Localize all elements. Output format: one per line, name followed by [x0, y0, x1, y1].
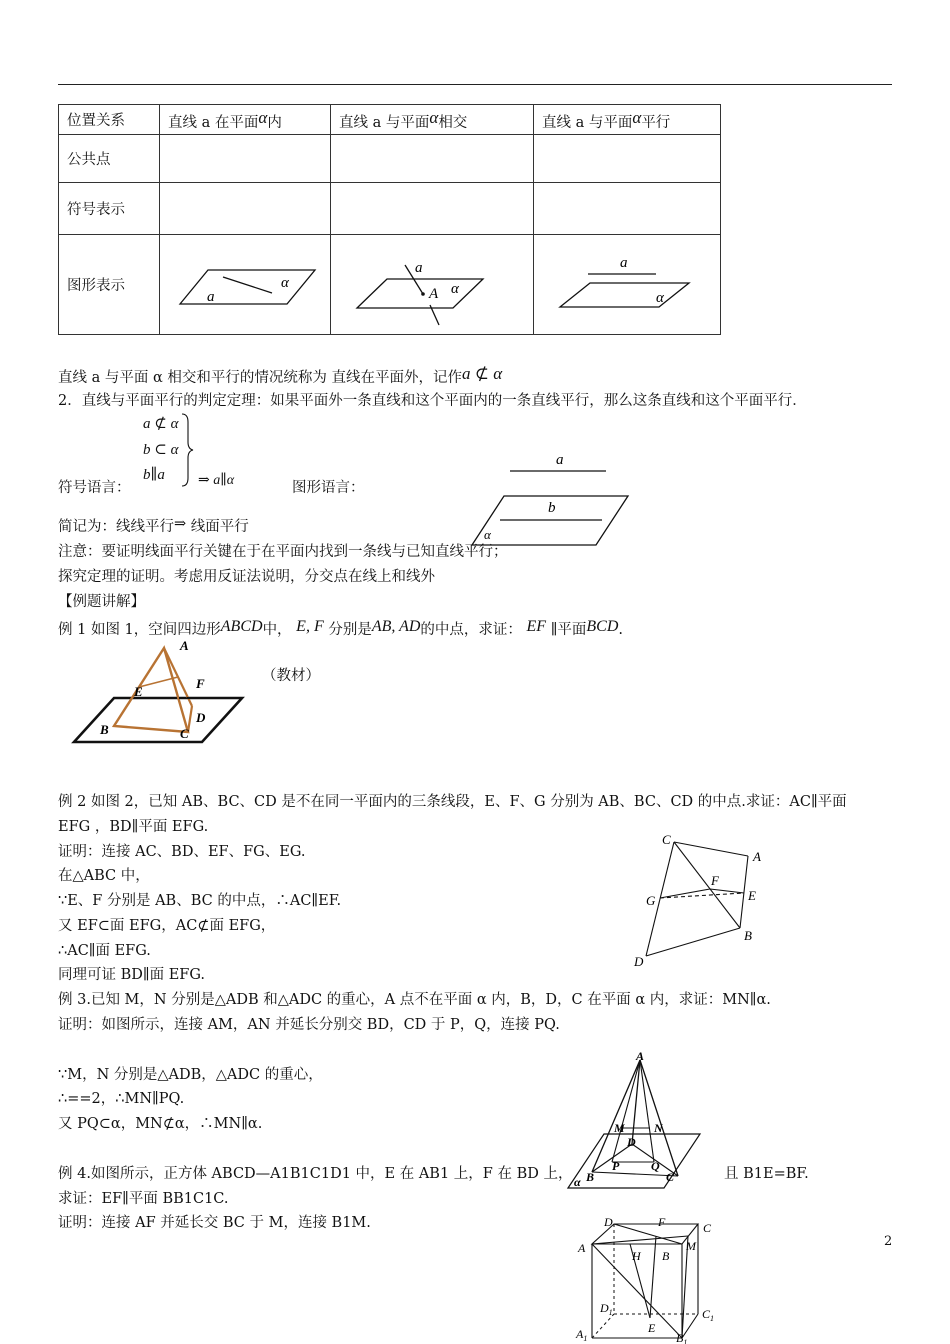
vertex-d-label: D [627, 1135, 636, 1149]
figure-2 [620, 830, 770, 970]
vertex-d-label: D [196, 710, 206, 725]
table-cell [331, 135, 534, 183]
explore-line: 探究定理的证明。考虑用反证法说明，分交点在线上和线外 [58, 569, 435, 585]
table-cell [534, 135, 721, 183]
right-brace [180, 412, 196, 488]
line-a-label: a [415, 260, 423, 276]
table-row-symbol: 符号表示 [59, 183, 160, 235]
line-a-label: a [620, 255, 628, 271]
line-b-label: b [548, 500, 556, 516]
condition-2: b ⊂ α [143, 442, 179, 458]
table-header-in-plane: 直线 a 在平面α内 [160, 105, 331, 135]
vertex-c-label: C [666, 1170, 675, 1184]
table-header-intersect: 直线 a 与平面α相交 [331, 105, 534, 135]
figure-line-parallel-plane [534, 235, 721, 335]
symbol-language-label: 符号语言： [58, 480, 131, 496]
theorem-text: 2．直线与平面平行的判定定理：如果平面外一条直线和这个平面内的一条直线平行，那么这条直线和这个平面平行． [58, 393, 807, 409]
figure-line-in-plane [160, 235, 331, 335]
alpha-symbol: α [632, 107, 642, 127]
condition-3: b∥a [143, 467, 165, 483]
condition-1: a ⊄ α [143, 416, 179, 432]
point-g-label: G [646, 893, 656, 908]
point-e-label: E [748, 888, 756, 903]
example-2-line-7: ∴AC∥面 EFG. [58, 943, 151, 959]
position-relation-table [58, 104, 721, 335]
vertex-a-label: A [753, 849, 761, 864]
point-q-label: Q [651, 1159, 660, 1173]
vertex-c-label: C [180, 726, 189, 741]
implies-expr: ⇒ a∥α [198, 473, 235, 488]
implies-arrow: ⇒ [174, 516, 187, 532]
point-f-label: F [196, 676, 205, 691]
vertex-a-label: A [578, 1241, 586, 1255]
figure-3 [566, 1048, 706, 1192]
alpha-label: α [656, 290, 664, 306]
example-2-line-6: 又 EF⊂面 EFG，AC⊄面 EFG， [58, 918, 276, 934]
point-h-label: H [632, 1249, 641, 1263]
point-p-label: P [612, 1159, 620, 1173]
section-title: 【例题讲解】 [58, 594, 145, 610]
vertex-d-label: D [634, 954, 644, 969]
vertex-a-label: A [180, 638, 189, 653]
note-line: 注意：要证明线面平行关键在于在平面内找到一条线与已知直线平行； [58, 544, 508, 560]
header-rule [58, 84, 892, 85]
vertex-a1-label: $A_1$ [576, 1327, 588, 1343]
point-f-label: F [658, 1215, 666, 1229]
alpha-symbol: α [258, 107, 268, 127]
point-a-label: A [429, 286, 439, 302]
example-1-statement: 例 1 如图 1，空间四边形ABCD中， E, F 分别是AB, AD的中点，求证： EF ∥平面BCD. [58, 618, 623, 638]
page-number: 2 [884, 1234, 893, 1249]
table-cell [160, 183, 331, 235]
example-4-line-1-end: 且 B1E=BF. [724, 1166, 809, 1182]
vertex-c-label: C [703, 1221, 712, 1235]
figure-language-label: 图形语言： [292, 480, 365, 496]
point-f-label: F [711, 873, 719, 888]
vertex-c-label: C [662, 832, 671, 847]
vertex-b-label: B [744, 928, 752, 943]
line-a-label: a [556, 452, 564, 468]
vertex-a-label: A [636, 1049, 645, 1063]
alpha-label: α [574, 1175, 581, 1189]
example-2-line-8: 同理可证 BD∥面 EFG. [58, 967, 206, 983]
example-3-line-1: 例 3.已知 M，N 分别是△ADB 和△ADC 的重心，A 点不在平面 α 内，B，D，C 在平面 α 内，求证：MN∥α. [58, 992, 771, 1008]
alpha-label: α [281, 275, 289, 291]
example-4-line-3: 证明：连接 AF 并延长交 BC 于 M，连接 B1M. [58, 1215, 371, 1231]
summary-line: 直线 a 与平面 α 相交和平行的情况统称为 直线在平面外，记作a ⊄ α [58, 364, 503, 386]
short-note: 简记为：线线平行⇒ 线面平行 [58, 516, 249, 535]
vertex-b-label: B [586, 1170, 595, 1184]
not-subset-expr: a ⊄ α [461, 364, 503, 383]
table-row-figure: 图形表示 [59, 235, 160, 335]
vertex-b-label: B [662, 1249, 670, 1263]
example-3-line-3: ∵M，N 分别是△ADB，△ADC 的重心， [58, 1067, 323, 1083]
textbook-note: （教材） [262, 668, 320, 684]
example-4-line-2: 求证：EF∥平面 BB1C1C. [58, 1191, 229, 1207]
example-3-line-2: 证明：如图所示，连接 AM，AN 并延长分别交 BD，CD 于 P，Q，连接 PQ. [58, 1017, 560, 1033]
table-row-common-point: 公共点 [59, 135, 160, 183]
vertex-c1-label: $C_1$ [702, 1307, 715, 1323]
vertex-d1-label: $D_1$ [600, 1301, 613, 1317]
point-n-label: N [654, 1121, 663, 1135]
table-cell [331, 183, 534, 235]
example-2-line-2: EFG ，BD∥平面 EFG. [58, 819, 209, 835]
table-header-relation: 位置关系 [59, 105, 160, 135]
table-header-parallel: 直线 a 与平面α平行 [534, 105, 721, 135]
example-4-line-1: 例 4.如图所示，正方体 ABCD—A1B1C1D1 中，E 在 AB1 上，F 在 BD 上， [58, 1166, 573, 1182]
alpha-label: α [484, 527, 491, 542]
vertex-b1-label: $B_1$ [676, 1331, 688, 1344]
example-2-line-1: 例 2 如图 2，已知 AB、BC、CD 是不在同一平面内的三条线段，E、F、G 分别为 AB、BC、CD 的中点.求证：AC∥平面 [58, 794, 847, 810]
figure-4-cube [570, 1214, 720, 1344]
alpha-symbol: α [429, 107, 439, 127]
example-2-line-5: ∵E、F 分别是 AB、BC 的中点，∴AC∥EF. [58, 893, 342, 909]
vertex-d-label: D [604, 1215, 613, 1229]
example-3-line-5: 又 PQ⊂α，MN⊄α，∴MN∥α. [58, 1116, 263, 1132]
point-e-label: E [648, 1321, 656, 1335]
figure-1 [70, 636, 250, 748]
point-m-label: M [686, 1239, 696, 1253]
figure-line-intersect-plane [331, 235, 534, 335]
example-3-line-4: ∴==2，∴MN∥PQ. [58, 1091, 185, 1107]
example-2-line-3: 证明：连接 AC、BD、EF、FG、EG. [58, 844, 306, 860]
table-cell [534, 183, 721, 235]
vertex-b-label: B [100, 722, 109, 737]
point-m-label: M [614, 1121, 625, 1135]
alpha-label: α [451, 281, 459, 297]
line-a-label: a [207, 289, 215, 305]
point-e-label: E [134, 684, 143, 699]
table-cell [160, 135, 331, 183]
example-2-line-4: 在△ABC 中， [58, 868, 150, 884]
